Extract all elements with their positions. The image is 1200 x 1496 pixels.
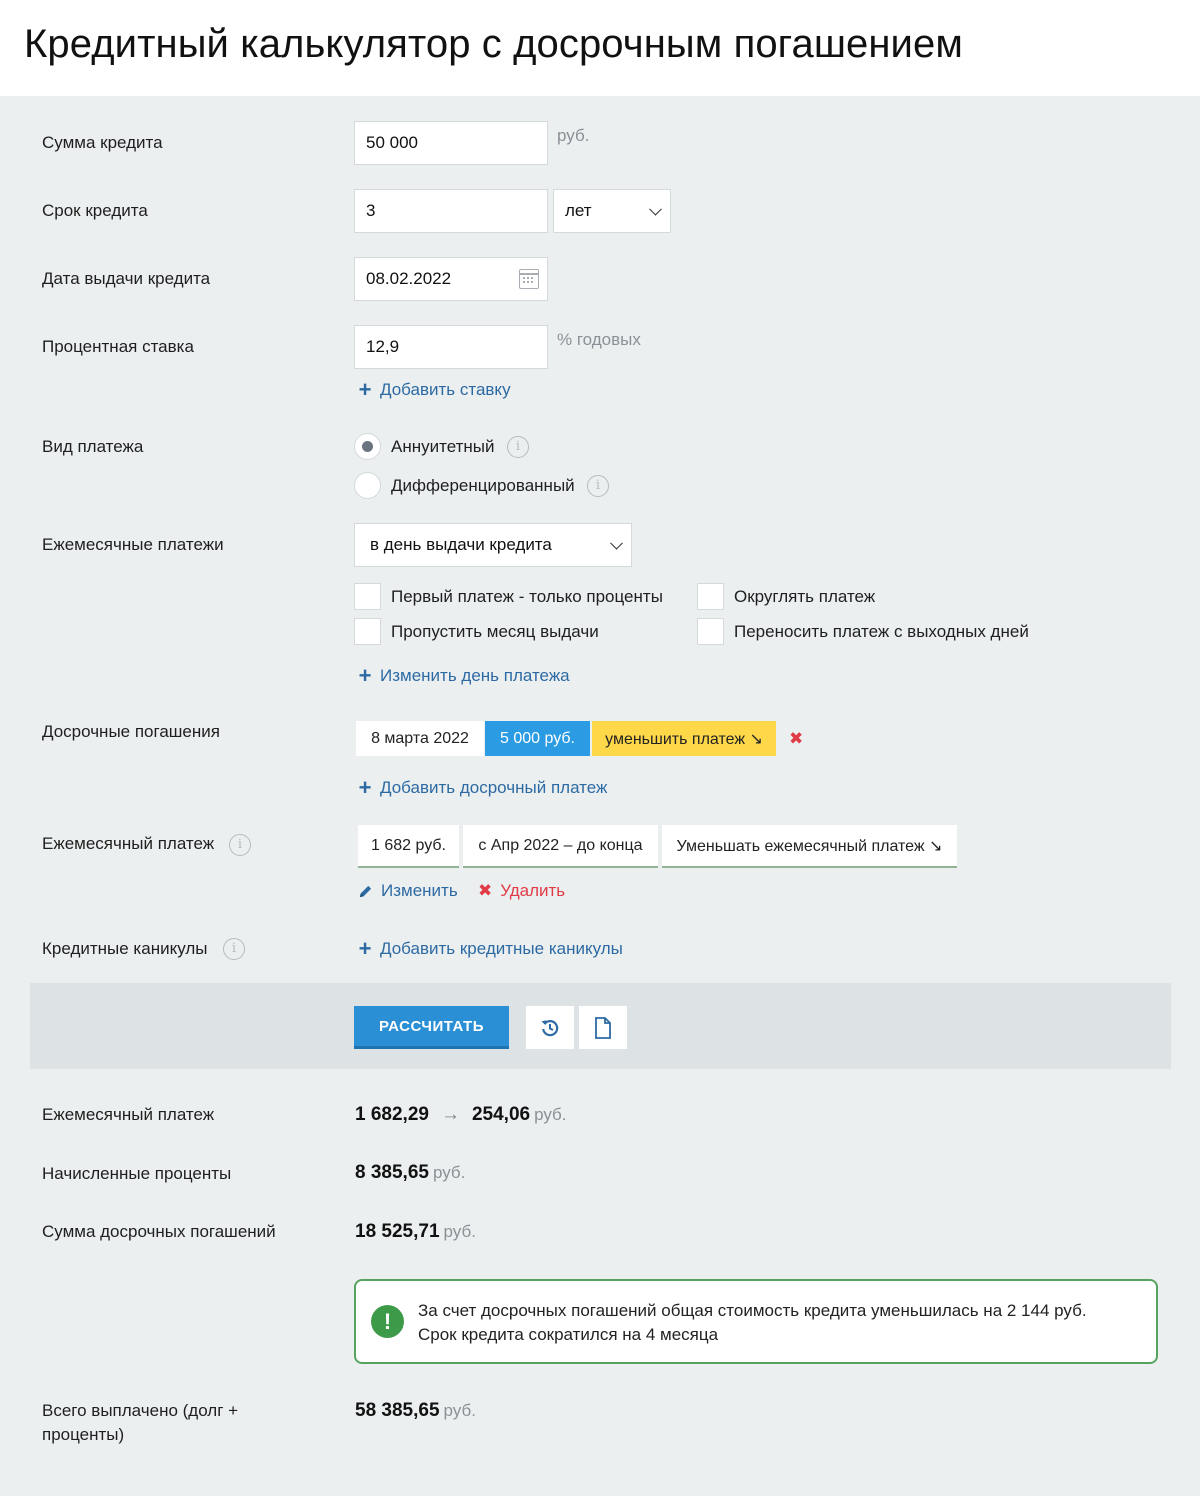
plus-icon: +: [358, 377, 372, 402]
checkbox-round-payment[interactable]: [697, 583, 724, 610]
checkbox-skip-issue-month[interactable]: [354, 618, 381, 645]
add-rate-label: Добавить ставку: [380, 380, 511, 399]
early-repayment-mode[interactable]: уменьшить платеж ↘: [592, 721, 776, 756]
add-early-payment-label: Добавить досрочный платеж: [380, 778, 608, 797]
change-payment-day-link[interactable]: [358, 665, 570, 687]
credit-holidays-label: Кредитные каникулы: [42, 939, 208, 958]
result-early-unit: руб.: [443, 1222, 476, 1241]
result-monthly-from: 1 682,29: [355, 1104, 429, 1125]
chevron-down-icon: [610, 537, 623, 550]
calendar-icon[interactable]: [519, 269, 539, 289]
loan-term-unit-select[interactable]: [553, 189, 671, 233]
checkbox-move-weekend-label: Переносить платеж с выходных дней: [734, 622, 1029, 641]
add-credit-holidays-label: Добавить кредитные каникулы: [380, 939, 623, 958]
radio-differentiated-label: Дифференцированный: [391, 476, 575, 495]
checkbox-first-interest-only[interactable]: [354, 583, 381, 610]
result-interest-unit: руб.: [432, 1163, 466, 1182]
calculate-button[interactable]: РАССЧИТАТЬ: [354, 1006, 509, 1049]
issue-date-input[interactable]: [354, 257, 548, 301]
result-early-value: [355, 1221, 476, 1243]
result-interest-label: Начисленные проценты: [42, 1164, 232, 1183]
savings-notice: [354, 1279, 1158, 1364]
result-early-label: Сумма досрочных погашений: [42, 1222, 276, 1241]
result-early-amount: 18 525,71: [355, 1221, 440, 1242]
info-icon[interactable]: i: [507, 436, 529, 458]
loan-term-value: 3: [366, 201, 376, 220]
info-icon[interactable]: i: [229, 834, 251, 856]
plus-icon: +: [358, 775, 372, 800]
close-icon: ✖: [478, 881, 493, 900]
history-icon: [540, 1018, 560, 1038]
early-repayments-label: Досрочные погашения: [42, 722, 220, 741]
radio-annuity-label: Аннуитетный: [391, 437, 495, 456]
result-total-unit: руб.: [443, 1401, 476, 1420]
notice-line-2: Срок кредита сократился на 4 месяца: [418, 1325, 719, 1344]
info-icon[interactable]: i: [587, 475, 609, 497]
change-payment-day-label: Изменить день платежа: [380, 666, 570, 685]
delete-label: Удалить: [500, 881, 566, 900]
issue-date-value: 08.02.2022: [366, 269, 452, 288]
edit-label: Изменить: [381, 881, 458, 900]
checkbox-move-weekend[interactable]: [697, 618, 724, 645]
result-monthly-value: [355, 1104, 567, 1126]
pencil-icon: [358, 884, 373, 899]
plus-icon: +: [358, 936, 372, 961]
result-interest-amount: 8 385,65: [355, 1162, 429, 1183]
checkbox-first-interest-only-label: Первый платеж - только проценты: [391, 587, 663, 606]
monthly-payment-period[interactable]: с Апр 2022 – до конца: [463, 825, 658, 868]
loan-term-unit-value: лет: [565, 201, 592, 220]
early-repayment-amount[interactable]: 5 000 руб.: [485, 721, 590, 756]
interest-rate-value: 12,9: [366, 337, 400, 356]
remove-early-repayment-icon[interactable]: ✖: [789, 729, 804, 748]
result-total-value: [355, 1400, 476, 1422]
result-monthly-label: Ежемесячный платеж: [42, 1105, 215, 1124]
checkbox-skip-issue-month-label: Пропустить месяц выдачи: [391, 622, 599, 641]
loan-term-input[interactable]: [354, 189, 548, 233]
monthly-payment-label: Ежемесячный платеж: [42, 834, 215, 853]
result-total-label-2: проценты): [42, 1425, 125, 1444]
result-total-amount: 58 385,65: [355, 1400, 440, 1421]
interest-rate-input[interactable]: [354, 325, 548, 369]
payment-day-value: в день выдачи кредита: [370, 535, 552, 554]
add-early-payment-link[interactable]: [358, 777, 607, 799]
page-title: Кредитный калькулятор с досрочным погашением: [24, 22, 963, 66]
notice-line-1: За счет досрочных погашений общая стоимость кредита уменьшилась на 2 144 руб.: [418, 1301, 1087, 1320]
interest-rate-unit: % годовых: [557, 330, 641, 349]
payment-type-label: Вид платежа: [42, 437, 144, 456]
loan-amount-label: Сумма кредита: [42, 133, 163, 152]
arrow-right-icon: →: [440, 1104, 460, 1125]
edit-link[interactable]: [358, 881, 458, 901]
chevron-down-icon: [649, 203, 662, 216]
radio-differentiated[interactable]: [354, 472, 381, 499]
result-interest-value: [355, 1162, 465, 1184]
loan-amount-input[interactable]: [354, 121, 548, 165]
report-button[interactable]: [579, 1006, 627, 1049]
monthly-payment-mode[interactable]: Уменьшать ежемесячный платеж ↘: [662, 825, 957, 868]
radio-annuity[interactable]: [354, 433, 381, 460]
result-monthly-unit: руб.: [534, 1105, 567, 1124]
monthly-payments-label: Ежемесячные платежи: [42, 535, 224, 554]
result-monthly-to: 254,06: [471, 1104, 531, 1125]
add-credit-holidays-link[interactable]: [358, 938, 623, 960]
result-total-label-1: Всего выплачено (долг +: [42, 1401, 239, 1420]
monthly-payment-amount[interactable]: 1 682 руб.: [358, 825, 459, 868]
add-rate-link[interactable]: [358, 379, 511, 401]
delete-link[interactable]: [478, 881, 565, 901]
info-icon[interactable]: i: [223, 938, 245, 960]
plus-icon: +: [358, 663, 372, 688]
interest-rate-label: Процентная ставка: [42, 337, 194, 356]
reset-button[interactable]: [526, 1006, 574, 1049]
loan-amount-unit: руб.: [557, 126, 590, 145]
document-icon: [594, 1017, 612, 1039]
loan-amount-value: 50 000: [366, 133, 418, 152]
loan-term-label: Срок кредита: [42, 201, 148, 220]
early-repayment-date[interactable]: 8 марта 2022: [356, 721, 484, 756]
exclamation-icon: !: [371, 1305, 404, 1338]
checkbox-round-payment-label: Округлять платеж: [734, 587, 876, 606]
issue-date-label: Дата выдачи кредита: [42, 269, 211, 288]
payment-day-select[interactable]: [354, 523, 632, 567]
